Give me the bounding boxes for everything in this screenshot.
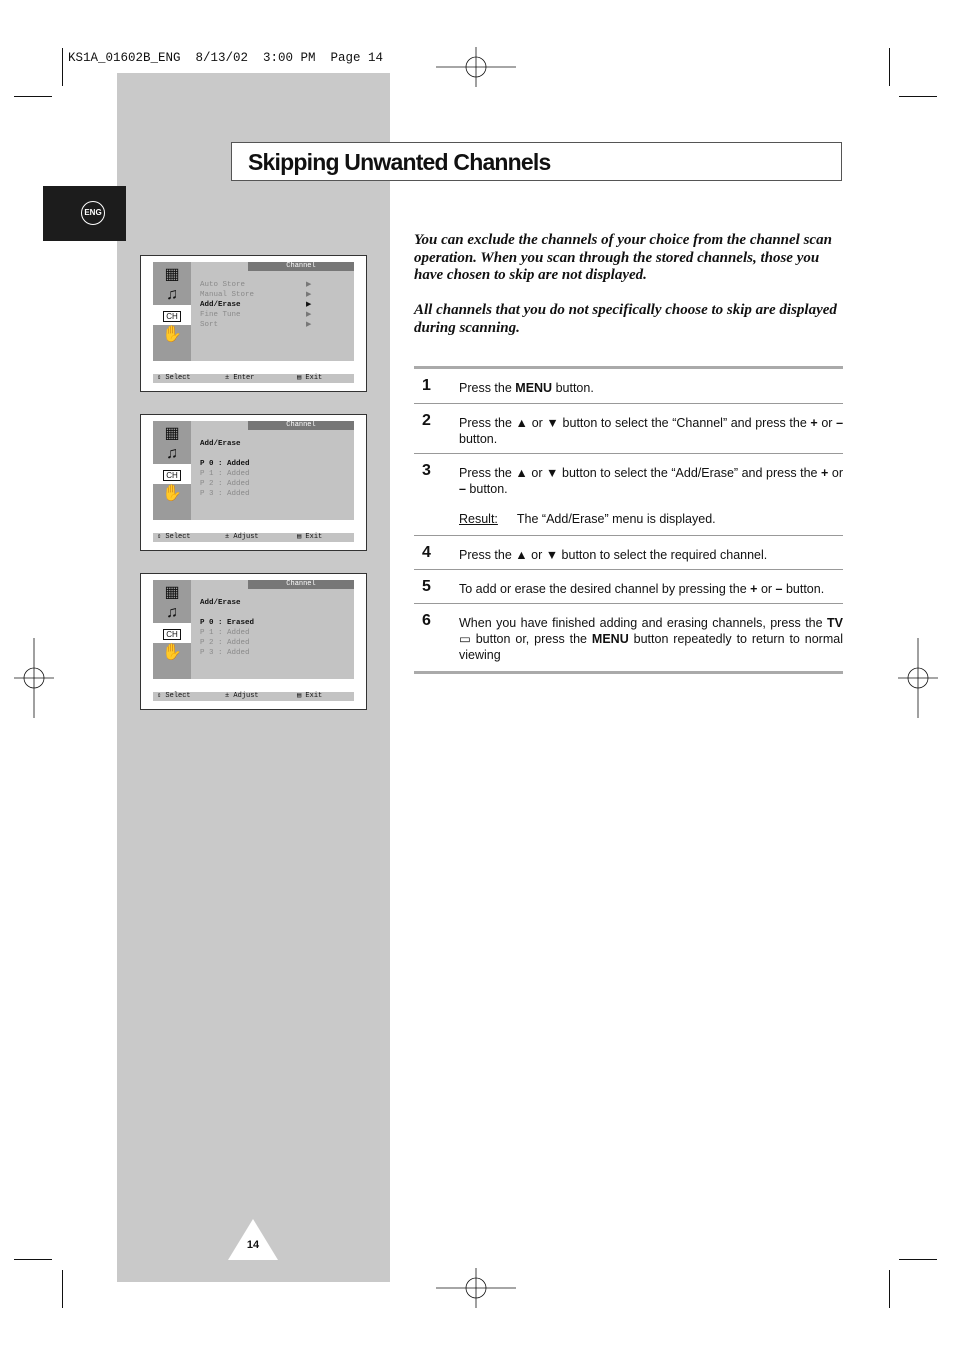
step-number: 6	[422, 612, 431, 629]
footer-hint-select: ⇕ Select	[157, 374, 191, 382]
registration-mark	[14, 638, 54, 718]
step-6	[414, 603, 843, 672]
footer-hint-enter: ± Enter	[225, 374, 255, 382]
footer-hint-exit: ▤ Exit	[297, 374, 323, 382]
osd-header: Channel	[248, 580, 354, 589]
footer-hint-exit: ▤ Exit	[297, 692, 323, 700]
registration-mark	[898, 638, 938, 718]
picture-icon: ▦	[164, 425, 180, 442]
step-number: 2	[422, 412, 431, 429]
osd-menu-line: P 0 : Erased	[200, 619, 255, 627]
step-result	[459, 511, 843, 527]
osd-menu-line: P 1 : Added	[200, 629, 250, 637]
step-text: Press the ▲ or ▼ button to select the “Add/Erase” and press the + or – button.	[459, 466, 843, 496]
footer-hint-exit: ▤ Exit	[297, 533, 323, 541]
footer-hint-adjust: ± Adjust	[225, 533, 259, 541]
step-text: Press the MENU button.	[459, 381, 594, 395]
osd-menu-line: Sort	[200, 321, 219, 329]
osd-menu-line: P 0 : Added	[200, 460, 250, 468]
osd-menu-line: P 2 : Added	[200, 639, 250, 647]
step-number: 4	[422, 544, 431, 561]
language-tab	[43, 186, 126, 241]
intro-paragraph-1: You can exclude the channels of your choice from the channel scan operation. When you scan through the stored channels, those you have chosen to skip are not displayed.	[414, 232, 832, 283]
step-4	[414, 535, 843, 570]
picture-icon: ▦	[164, 266, 180, 283]
crop-mark	[899, 96, 937, 97]
osd-menu-line: Auto Store	[200, 281, 246, 289]
sound-icon: ♫	[166, 604, 178, 621]
osd-header: Channel	[248, 421, 354, 430]
setup-icon: ✋	[162, 644, 182, 661]
osd-footer-bar	[153, 533, 354, 542]
osd-menu-line: P 1 : Added	[200, 470, 250, 478]
footer-hint-select: ⇕ Select	[157, 692, 191, 700]
step-3	[414, 453, 843, 536]
step-text: To add or erase the desired channel by pressing the + or – button.	[459, 582, 825, 596]
osd-icon-column	[153, 580, 191, 679]
arrow-right-icon: ▶	[306, 291, 312, 298]
channel-icon: CH	[153, 305, 191, 325]
setup-icon: ✋	[162, 326, 182, 343]
crop-mark	[14, 96, 52, 97]
step-1	[414, 369, 843, 403]
picture-icon: ▦	[164, 584, 180, 601]
print-slug: KS1A_01602B_ENG 8/13/02 3:00 PM Page 14	[68, 51, 384, 65]
step-5	[414, 569, 843, 604]
language-badge: ENG	[81, 201, 105, 225]
arrow-right-icon: ▶	[306, 301, 312, 308]
osd-menu-line: Add/Erase	[200, 301, 241, 309]
footer-hint-select: ⇕ Select	[157, 533, 191, 541]
step-text: Press the ▲ or ▼ button to select the “Channel” and press the + or – button.	[459, 416, 844, 446]
step-number: 3	[422, 462, 431, 479]
channel-icon: CH	[153, 623, 191, 643]
osd-menu-line: P 2 : Added	[200, 480, 250, 488]
osd-menu-line: P 3 : Added	[200, 490, 250, 498]
osd-icon-column	[153, 262, 191, 361]
step-text: Press the ▲ or ▼ button to select the required channel.	[459, 548, 768, 562]
osd-panel	[153, 580, 354, 679]
registration-mark	[436, 1268, 516, 1308]
sound-icon: ♫	[166, 286, 178, 303]
crop-mark	[62, 48, 63, 86]
osd-panel	[153, 421, 354, 520]
crop-mark	[14, 1259, 52, 1260]
step-text: When you have finished adding and erasing channels, press the TV ▭ button or, press the MENU button repeatedly to return to normal viewing	[459, 616, 843, 662]
osd-menu-line: P 3 : Added	[200, 649, 250, 657]
page-title: Skipping Unwanted Channels	[248, 149, 551, 175]
step-number: 5	[422, 578, 431, 595]
crop-mark	[889, 1270, 890, 1308]
arrow-right-icon: ▶	[306, 321, 312, 328]
menu-screenshot-1	[140, 255, 367, 392]
result-text: The “Add/Erase” menu is displayed.	[516, 512, 716, 526]
result-label: Result:	[459, 512, 498, 526]
registration-mark	[436, 47, 516, 87]
osd-menu-line: Add/Erase	[200, 599, 241, 607]
intro-paragraph-2: All channels that you do not specifically choose to skip are displayed during scanning.	[414, 302, 837, 336]
arrow-right-icon: ▶	[306, 311, 312, 318]
sound-icon: ♫	[166, 445, 178, 462]
osd-menu-line: Fine Tune	[200, 311, 241, 319]
osd-panel	[153, 262, 354, 361]
crop-mark	[62, 1270, 63, 1308]
osd-menu-line: Add/Erase	[200, 440, 241, 448]
osd-menu-line: Manual Store	[200, 291, 255, 299]
step-number: 1	[422, 377, 431, 394]
menu-screenshot-2	[140, 414, 367, 551]
setup-icon: ✋	[162, 485, 182, 502]
step-2	[414, 403, 843, 454]
osd-header: Channel	[248, 262, 354, 271]
arrow-right-icon: ▶	[306, 281, 312, 288]
menu-screenshot-3	[140, 573, 367, 710]
page-number: 14	[246, 1239, 260, 1251]
channel-icon: CH	[153, 464, 191, 484]
osd-footer-bar	[153, 692, 354, 701]
osd-footer-bar	[153, 374, 354, 383]
crop-mark	[899, 1259, 937, 1260]
title-box	[231, 142, 842, 181]
crop-mark	[889, 48, 890, 86]
footer-hint-adjust: ± Adjust	[225, 692, 259, 700]
steps-bottom-rule	[414, 671, 843, 674]
osd-icon-column	[153, 421, 191, 520]
